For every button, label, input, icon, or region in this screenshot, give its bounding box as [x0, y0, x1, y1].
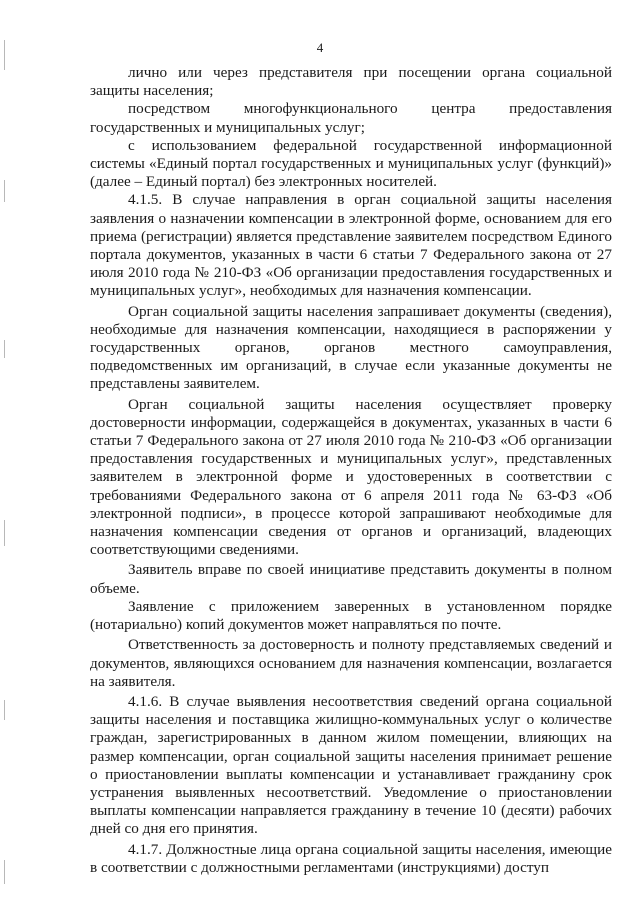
- paragraph-4-1-5: 4.1.5. В случае направления в орган социальной защиты населения заявления о назначении компенсации в электронной форме, основанием для его приема (регистрации) является представление заявителем посредством Единого портала документов, указанных в части 6 статьи 7 Федерального закона от 27 июля 2010 года № 210-ФЗ «Об организации предоставления государственных и муниципальных услуг», необходимых для назначения компенсации.: [90, 191, 612, 300]
- paragraph-responsibility: Ответственность за достоверность и полноту представляемых сведений и документов, являющихся основанием для назначения компенсации, возлагается на заявителя.: [90, 636, 612, 690]
- paragraph-submission-mfc: посредством многофункционального центра предоставления государственных и муниципальных услуг;: [90, 100, 612, 136]
- paragraph-4-1-6: 4.1.6. В случае выявления несоответствия сведений органа социальной защиты населения и поставщика жилищно-коммунальных услуг о количестве граждан, зарегистрированных в данном жилом помещении, влияющих на размер компенсации, орган социальной защиты населения принимает решение о приостановлении выплаты компенсации и устанавливает гражданину срок устранения выявленных несоответствий. Уведомление о приостановлении выплаты компенсации направляется гражданину в течение 10 (десяти) рабочих дней со дня его принятия.: [90, 692, 612, 838]
- paragraph-verification: Орган социальной защиты населения осуществляет проверку достоверности информации, содержащейся в документах, указанных в части 6 статьи 7 Федерального закона от 27 июля 2010 года № 210-ФЗ «Об организации предоставления государственных и муниципальных услуг», представленных заявителем в электронной форме и удостоверенных в соответствии с требованиями Федерального закона от 6 апреля 2011 года № 63-ФЗ «Об электронной подписи», в процессе которой запрашивают необходимые для назначения компенсации сведения от органов и организаций, владеющих соответствующими сведениями.: [90, 395, 612, 559]
- scan-edge-marks: [0, 0, 10, 905]
- page-number: 4: [316, 40, 324, 55]
- paragraph-postal-submission: Заявление с приложением заверенных в установленном порядке (нотариально) копий документов может направляться по почте.: [90, 597, 612, 634]
- paragraph-submission-portal: с использованием федеральной государственной информационной системы «Единый портал государственных и муниципальных услуг (функций)» (далее – Единый портал) без электронных носителей.: [90, 136, 612, 191]
- paragraph-documents-request: Орган социальной защиты населения запрашивает документы (сведения), необходимые для назначения компенсации, находящиеся в распоряжении у государственных органов, органов местного самоуправления, подведомственных им организаций, в случае если указанные документы не представлены заявителем.: [90, 302, 612, 393]
- paragraph-4-1-7: 4.1.7. Должностные лица органа социальной защиты населения, имеющие в соответствии с должностными регламентами (инструкциями) доступ: [90, 840, 612, 876]
- paragraph-own-initiative: Заявитель вправе по своей инициативе представить документы в полном объеме.: [90, 561, 612, 597]
- paragraph-submission-in-person: лично или через представителя при посещении органа социальной защиты населения;: [90, 64, 612, 100]
- document-body: [90, 64, 612, 877]
